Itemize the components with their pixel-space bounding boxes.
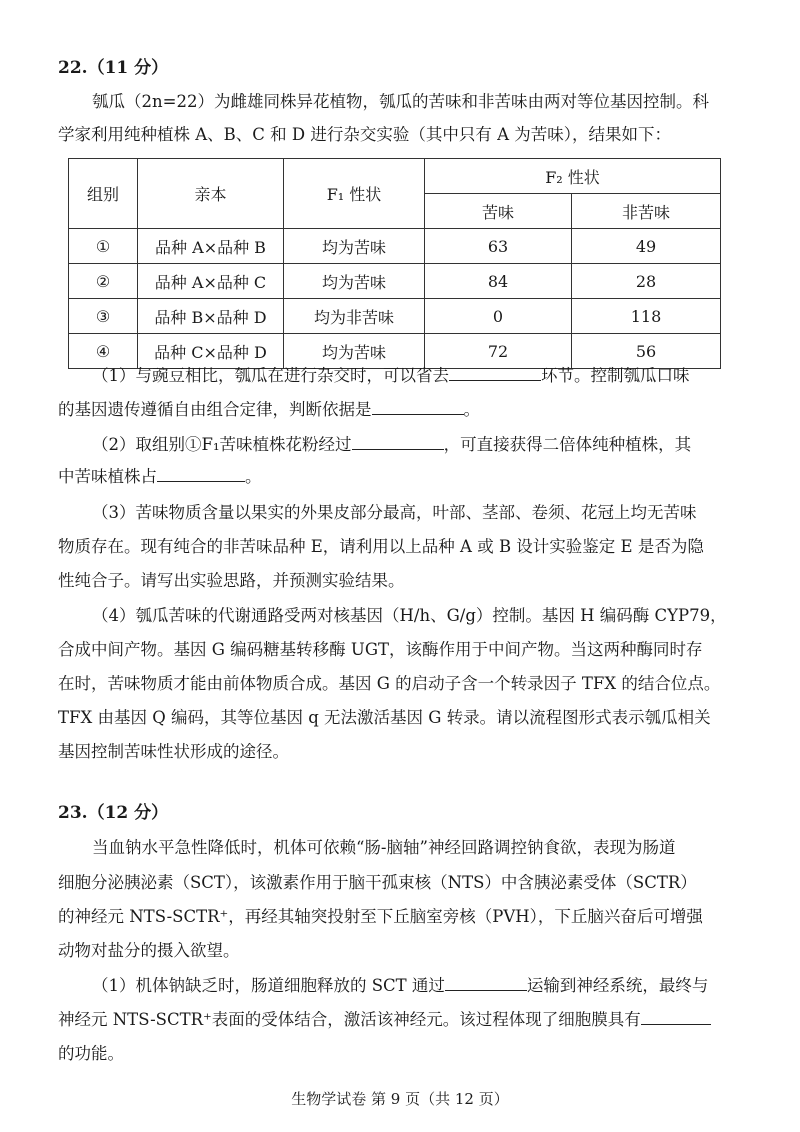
question-22-header: 22.（11 分） [58, 58, 169, 78]
q22-part2-text-d: 。 [245, 467, 262, 486]
q23-intro-line-1: 当血钠水平急性降低时，机体可依赖“肠-脑轴”神经回路调控钠食欲，表现为肠道 [92, 838, 676, 857]
answer-blank[interactable] [641, 1010, 711, 1025]
q22-part4-line-4: TFX 由基因 Q 编码，其等位基因 q 无法激活基因 G 转录。请以流程图形式表示瓠瓜相关 [58, 708, 711, 727]
q23-intro-line-2: 细胞分泌胰泌素（SCT），该激素作用于脑干孤束核（NTS）中含胰泌素受体（SCTR） [58, 873, 697, 892]
q22-part2-text-b: ，可直接获得二倍体纯种植株，其 [443, 435, 692, 454]
q23-intro-line-4: 动物对盐分的摄入欲望。 [58, 941, 240, 960]
header-f2: F₂ 性状 [425, 159, 721, 194]
header-group: 组别 [69, 159, 138, 229]
cell-group: ② [69, 264, 138, 299]
header-bitter: 苦味 [425, 194, 572, 229]
q22-part2-text-c: 中苦味植株占 [58, 467, 157, 486]
cell-bitter: 0 [425, 299, 572, 334]
cell-nonbitter: 118 [572, 299, 721, 334]
header-f1: F₁ 性状 [284, 159, 425, 229]
q22-part3-line-3: 性纯合子。请写出实验思路，并预测实验结果。 [58, 571, 405, 590]
q22-part2-text-a: （2）取组别①F₁苦味植株花粉经过 [92, 435, 352, 454]
q22-part4-line-1: （4）瓠瓜苦味的代谢通路受两对核基因（H/h、G/g）控制。基因 H 编码酶 CYP79， [92, 606, 727, 625]
answer-blank[interactable] [445, 976, 527, 991]
answer-blank[interactable] [352, 435, 444, 450]
q22-part1-text-d: 。 [463, 400, 480, 419]
q22-intro-line-1: 瓠瓜（2n=22）为雌雄同株异花植物，瓠瓜的苦味和非苦味由两对等位基因控制。科 [92, 92, 709, 111]
q22-part1-line-1 [92, 366, 690, 386]
q22-part1-line-2 [58, 400, 480, 420]
q22-part2-line-1 [92, 435, 691, 455]
q23-part1-text-a: （1）机体钠缺乏时，肠道细胞释放的 SCT 通过 [92, 976, 445, 995]
header-nonbitter: 非苦味 [572, 194, 721, 229]
cell-nonbitter: 49 [572, 229, 721, 264]
q22-part1-text-b: 环节。控制瓠瓜口味 [541, 366, 690, 385]
q23-intro-line-3: 的神经元 NTS-SCTR⁺，再经其轴突投射至下丘脑室旁核（PVH），下丘脑兴奋后可增强 [58, 907, 703, 926]
cell-bitter: 63 [425, 229, 572, 264]
cell-f1: 均为苦味 [284, 264, 425, 299]
cell-bitter: 72 [425, 334, 572, 369]
q22-part1-text-a: （1）与豌豆相比，瓠瓜在进行杂交时，可以省去 [92, 366, 449, 385]
cell-parents: 品种 A×品种 B [138, 229, 284, 264]
answer-blank[interactable] [157, 467, 245, 482]
q22-part3-line-1: （3）苦味物质含量以果实的外果皮部分最高，叶部、茎部、卷须、花冠上均无苦味 [92, 503, 697, 522]
cell-group: ④ [69, 334, 138, 369]
results-table [68, 158, 721, 369]
table-row [69, 264, 721, 299]
cell-f1: 均为非苦味 [284, 299, 425, 334]
cell-nonbitter: 28 [572, 264, 721, 299]
q22-part4-line-2: 合成中间产物。基因 G 编码糖基转移酶 UGT，该酶作用于中间产物。当这两种酶同时存 [58, 640, 703, 659]
answer-blank[interactable] [372, 400, 464, 415]
cell-nonbitter: 56 [572, 334, 721, 369]
q22-part4-line-3: 在时，苦味物质才能由前体物质合成。基因 G 的启动子含一个转录因子 TFX 的结合位点。 [58, 674, 721, 693]
cell-parents: 品种 B×品种 D [138, 299, 284, 334]
table-row [69, 229, 721, 264]
question-23-header: 23.（12 分） [58, 803, 169, 823]
cell-parents: 品种 A×品种 C [138, 264, 284, 299]
page-footer: 生物学试卷 第 9 页（共 12 页） [291, 1090, 509, 1108]
q22-part4-line-5: 基因控制苦味性状形成的途径。 [58, 742, 289, 761]
cell-group: ① [69, 229, 138, 264]
cell-bitter: 84 [425, 264, 572, 299]
q22-intro-line-2: 学家利用纯种植株 A、B、C 和 D 进行杂交实验（其中只有 A 为苦味），结果如下： [58, 125, 672, 144]
cell-f1: 均为苦味 [284, 334, 425, 369]
cell-parents: 品种 C×品种 D [138, 334, 284, 369]
q22-part3-line-2: 物质存在。现有纯合的非苦味品种 E，请利用以上品种 A 或 B 设计实验鉴定 E 是否为隐 [58, 537, 704, 556]
q23-part1-text-b: 运输到神经系统，最终与 [526, 976, 709, 995]
q22-part1-text-c: 的基因遗传遵循自由组合定律，判断依据是 [58, 400, 372, 419]
q23-part1-line-3: 的功能。 [58, 1044, 124, 1063]
cell-f1: 均为苦味 [284, 229, 425, 264]
q23-part1-line-1 [92, 976, 708, 996]
q23-part1-text-c: 神经元 NTS-SCTR⁺表面的受体结合，激活该神经元。该过程体现了细胞膜具有 [58, 1010, 641, 1029]
table-row [69, 334, 721, 369]
header-parents: 亲本 [138, 159, 284, 229]
q22-part2-line-2 [58, 467, 262, 487]
table-row [69, 299, 721, 334]
cell-group: ③ [69, 299, 138, 334]
answer-blank[interactable] [449, 366, 541, 381]
q23-part1-line-2 [58, 1010, 711, 1030]
